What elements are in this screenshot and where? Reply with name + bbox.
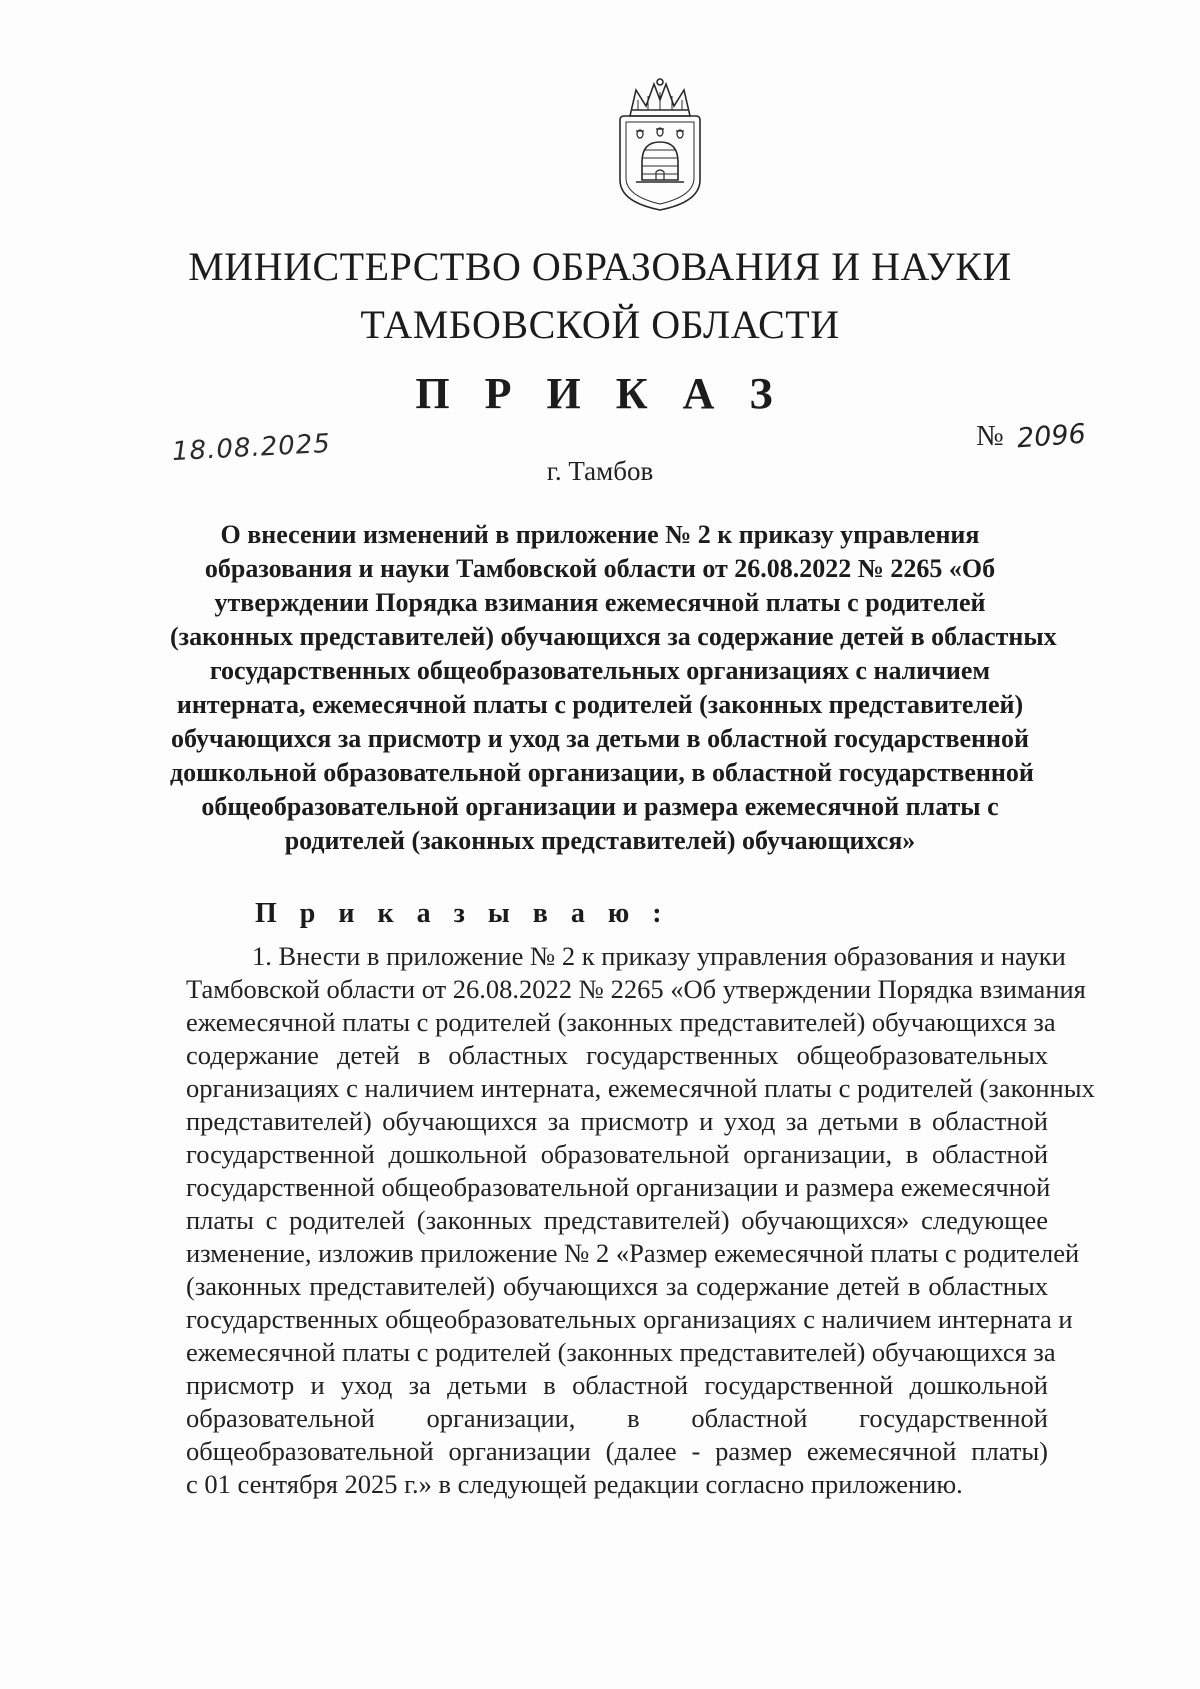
ministry-name (150, 238, 1050, 354)
body-line: Тамбовской области от 26.08.2022 № 2265 «Об утверждении Порядка взимания (186, 974, 1086, 1004)
body-line: образовательной организации, в областной государственной (186, 1403, 1048, 1433)
body-line: государственных общеобразовательных организациях с наличием интерната и (186, 1304, 1073, 1334)
orders-heading: П р и к а з ы в а ю : (255, 898, 670, 929)
subject-line: общеобразовательной организации и размера ежемесячной платы с (201, 792, 999, 821)
body-line: 1. Внести в приложение № 2 к приказу управления образования и науки (252, 941, 1066, 971)
number-label: № (976, 420, 1004, 452)
body-line: государственной общеобразовательной организации и размера ежемесячной (186, 1172, 1051, 1202)
body-line: общеобразовательной организации (далее - размер ежемесячной платы) (186, 1436, 1048, 1466)
handwritten-number: 2096 (1015, 418, 1087, 455)
body-line: присмотр и уход за детьми в областной государственной дошкольной (186, 1370, 1048, 1400)
ministry-line-2: ТАМБОВСКОЙ ОБЛАСТИ (360, 302, 840, 347)
order-subject (170, 518, 1057, 858)
ministry-line-1: МИНИСТЕРСТВО ОБРАЗОВАНИЯ И НАУКИ (188, 244, 1012, 289)
subject-line: О внесении изменений в приложение № 2 к приказу управления (220, 520, 980, 549)
subject-line: дошкольной образовательной организации, в областной государственной (170, 758, 1034, 787)
body-line: государственной дошкольной образовательной организации, в областной (186, 1139, 1048, 1169)
body-line: ежемесячной платы с родителей (законных представителей) обучающихся за (186, 1337, 1056, 1367)
body-line: платы с родителей (законных представителей) обучающихся» следующее (186, 1205, 1048, 1235)
handwritten-date: 18.08.2025 (171, 428, 332, 468)
body-line: (законных представителей) обучающихся за содержание детей в областных (186, 1271, 1048, 1301)
subject-line: государственных общеобразовательных организациях с наличием (209, 656, 991, 685)
body-line: содержание детей в областных государственных общеобразовательных (186, 1040, 1048, 1070)
subject-line: родителей (законных представителей) обучающихся» (284, 826, 916, 855)
subject-line: образования и науки Тамбовской области от 26.08.2022 № 2265 «Об (204, 554, 996, 583)
subject-line: утверждении Порядка взимания ежемесячной платы с родителей (214, 588, 986, 617)
body-line: с 01 сентября 2025 г.» в следующей редакции согласно приложению. (186, 1469, 963, 1499)
subject-line: обучающихся за присмотр и уход за детьми в областной государственной (171, 724, 1029, 753)
body-line: представителей) обучающихся за присмотр и уход за детьми в областной (186, 1106, 1048, 1136)
order-body (186, 940, 1095, 1501)
order-title: П Р И К А З (415, 369, 785, 418)
body-line: организациях с наличием интерната, ежемесячной платы с родителей (законных (186, 1073, 1095, 1103)
order-number (976, 420, 1086, 453)
body-line: изменение, изложив приложение № 2 «Размер ежемесячной платы с родителей (186, 1238, 1080, 1268)
subject-line: (законных представителей) обучающихся за содержание детей в областных (170, 622, 1057, 651)
city: г. Тамбов (546, 456, 654, 486)
coat-of-arms-icon (608, 76, 712, 212)
subject-line: интерната, ежемесячной платы с родителей (законных представителей) (176, 690, 1024, 719)
body-line: ежемесячной платы с родителей (законных представителей) обучающихся за (186, 1007, 1056, 1037)
